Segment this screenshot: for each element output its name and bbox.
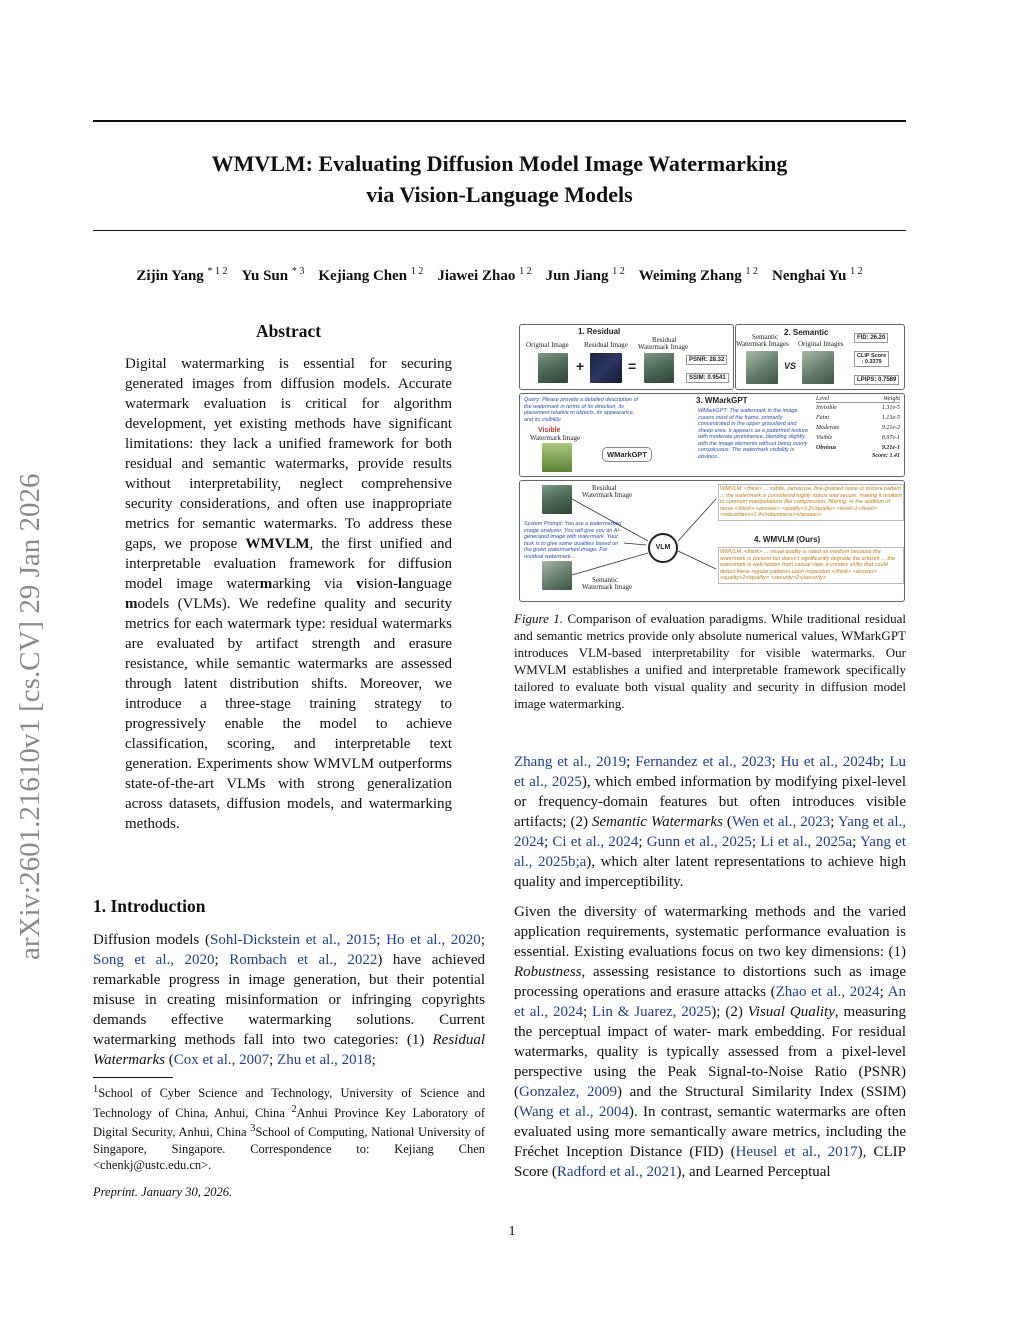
introduction-heading: 1. Introduction [93, 896, 206, 916]
semantic-wm-label-2: Watermark Images [736, 340, 789, 348]
clip-score-label: CLIP Score [857, 353, 887, 359]
vlm-model-icon: VLM [648, 533, 678, 563]
wmvlm-semantic-label-2: Watermark Image [582, 583, 633, 591]
plus-symbol: + [576, 358, 585, 374]
figure-caption: Figure 1. Comparison of evaluation paradigms. While traditional residual and semantic metrics provide only absolute numerical values, WMarkGPT introduces VLM-based interpretability for visible watermarks. Our WMVLM establishes a unified and interpretable framework specifically tailored to evaluate both visual quality and security in diffusion model image watermarking. [514, 611, 906, 711]
citation-link[interactable]: Yang et al., 2025b;a [514, 834, 907, 870]
citation-link[interactable]: Ci et al., 2024 [552, 834, 639, 850]
citation-link[interactable]: Zhang et al., 2019 [514, 754, 627, 770]
abstract-heading: Abstract [255, 321, 322, 341]
paragraph: Zhang et al., 2019; Fernandez et al., 2023; Hu et al., 2024b; Lu et al., 2025), which embed information by modifying pixel-level or frequency-domain features but often introduces visible artifacts; (2) Semantic Watermarks (Wen et al., 2023; Yang et al., 2024; Ci et al., 2024; Gunn et al., 2025; Li et al., 2025a; Yang et al., 2025b;a), which alter latent representations to achieve high quality and imperceptibility. [514, 754, 907, 890]
citation-link[interactable]: Lu et al., 2025 [514, 754, 906, 790]
caption-label: Figure 1. [514, 611, 564, 626]
citation-link[interactable]: Radford et al., 2021 [556, 1164, 677, 1180]
psnr-label: PSNR [689, 357, 706, 363]
citation-link[interactable]: Ho et al., 2020 [386, 932, 481, 948]
citation-link[interactable]: Cox et al., 2007 [173, 1052, 270, 1068]
wmarkgpt-answer: WMarkGPT: The watermark in the image covers most of the frame, primarily concentrated in the upper grassland and sheep area. It appears as a patterned texture with moderate prominence, blending slightly with the image elements without being overly conspicuous. The watermark visibility is obvious. [698, 408, 809, 460]
system-prompt: System Prompt: You are a watermarked image analyzer. You will give you an AI-generated image with watermark. Your task is to give some qualities based on the given watermarked image. For residual watermark... [524, 521, 622, 560]
query-text: Query: Please provide a detailed description of the watermark in terms of its direction, its placement relative to objects, its appearance, and its visibility. [524, 397, 639, 423]
equals-symbol: = [628, 358, 637, 374]
wmarkgpt-score: Score: 1.41 [872, 453, 900, 459]
wmarkgpt-panel [519, 393, 905, 477]
original-images-label: Original Images [798, 340, 844, 348]
citation-link[interactable]: Li et al., 2025a [760, 834, 853, 850]
level-weight-table: Level Weight Invisible 1.31e-5 Faint 1.13e-5 Moderate 9.21e-2 Visible 8.97e-1 Obvious 9.21e-1 Score: 1.41 [816, 396, 900, 459]
paragraph: Given the diversity of watermarking methods and the varied application requirements, systematic performance evaluation is essential. Existing evaluations focus on two key dimensions: (1) Robustness, assessing resistance to distortions such as image processing operations and erasure attacks (Zhao et al., 2024; An et al., 2024; Lin & Juarez, 2025); (2) Visual Quality, measuring the perceptual impact of water- mark embedding. For residual watermarks, quality is typically assessed from a pixel-level perspective using the Peak Signal-to-Noise Ratio (PSNR) (Gonzalez, 2009) and the Structural Similarity Index (SSIM) (Wang et al., 2004). In contrast, semantic watermarks are often evaluated using more semantically aware metrics, including the Fréchet Inception Distance (FID) (Heusel et al., 2017), CLIP Score (Radford et al., 2021), and Learned Perceptual [514, 904, 907, 1180]
citation-link[interactable]: Rombach et al., 2022 [229, 952, 378, 968]
wmvlm-residual-label-1: Residual [592, 484, 617, 492]
author-name: Jiawei Zhao $^{1 2}$ [437, 266, 532, 284]
wmvlm-panel [519, 480, 905, 602]
author-name: Nenghai Yu $^{1 2}$ [771, 266, 863, 284]
title-line-2: via Vision-Language Models [366, 182, 633, 207]
title-line-1: WMVLM: Evaluating Diffusion Model Image Watermarking [211, 151, 788, 176]
visible-label: Visible [538, 427, 561, 434]
title-rule-top [93, 120, 906, 122]
visible-wm-image-label: Watermark Image [530, 434, 581, 442]
citation-link[interactable]: Zhu et al., 2018 [277, 1052, 372, 1068]
residual-image-label: Residual Image [584, 341, 628, 349]
figure-1 [515, 322, 906, 602]
citation-link[interactable]: Wang et al., 2004 [519, 1104, 629, 1120]
right-column-body [514, 752, 906, 1192]
residual-wm-label-1: Residual [652, 336, 677, 344]
citation-link[interactable]: Sohl-Dickstein et al., 2015 [209, 932, 377, 948]
residual-panel [519, 324, 734, 390]
lpips-label: LPIPS [857, 377, 875, 383]
citation-link[interactable]: Song et al., 2020 [93, 952, 215, 968]
original-image-label: Original Image [526, 341, 569, 349]
affiliation-footnote: $^1$School of Cyber Science and Technology, University of Science and Technology of China, Anhui, China $^2$Anhui Province Key Laboratory of Digital Security, Anhui, China $^3$School of Computing, National University of Singapore, Singapore. Correspondence to: Kejiang Chen <chenkj@ustc.edu.cn>. [93, 1084, 485, 1173]
author-name: Weiming Zhang $^{1 2}$ [638, 266, 758, 284]
citation-link[interactable]: Wen et al., 2023 [731, 814, 831, 830]
residual-image [590, 353, 622, 383]
vs-label: VS [784, 361, 797, 371]
wmvlm-residual-output: WMVLM: <think> ... subtle, pervasive, fine-grained noise or texture pattern ... the watermark is considered highly robust and secure, making it resilient to common manipulations like compression, filtering, or the addition of noise </think> <answer> <quality>3.2</quality> <level>1</level> <robustness>1.4</robustness></answer> [718, 484, 904, 521]
lpips-value: : 0.7589 [874, 377, 897, 383]
arxiv-identifier: arXiv:2601.21610v1 [cs.CV] 29 Jan 2026 [14, 473, 46, 960]
author-name: Kejiang Chen $^{1 2}$ [318, 266, 424, 284]
wmvlm-panel-title: 4. WMVLM (Ours) [754, 535, 821, 544]
author-name: Jun Jiang $^{1 2}$ [545, 266, 625, 284]
wmarkgpt-model-box: WMarkGPT [602, 447, 652, 462]
preprint-note: Preprint. January 30, 2026. [93, 1185, 233, 1199]
page-number: 1 [508, 1224, 516, 1239]
wmvlm-residual-label-2: Watermark Image [582, 491, 633, 499]
citation-link[interactable]: Fernandez et al., 2023 [635, 754, 772, 770]
wmvlm-semantic-output: WMVLM: <think> ... visual quality is rated as medium because the watermark is present but doesn't significantly degrade the artwork ... the watermark is well-hidden from casual view, it creates shifts that could detect these regular patterns upon inspection </think> <answer> <quality>2</quality> <security>2</security> [718, 547, 904, 584]
title-rule-bottom [93, 230, 906, 231]
citation-link[interactable]: Gunn et al., 2025 [646, 834, 752, 850]
citation-link[interactable]: Lin & Juarez, 2025 [592, 1004, 712, 1020]
footnote-rule [93, 1077, 173, 1078]
semantic-panel [735, 324, 905, 390]
residual-panel-title: 1. Residual [578, 327, 621, 336]
semantic-watermark-images [746, 351, 778, 384]
wmvlm-semantic-label-1: Semantic [592, 576, 619, 584]
citation-link[interactable]: Heusel et al., 2017 [735, 1144, 858, 1160]
ssim-label: SSIM [689, 375, 704, 381]
citation-link[interactable]: An et al., 2024 [514, 984, 906, 1020]
introduction-body: Diffusion models (Sohl-Dickstein et al., 2015; Ho et al., 2020; Song et al., 2020; Rombach et al., 2022) have achieved remarkable progress in image generation, but their potential misuse in creating misinformation or infringing copyrights demands effective watermarking solutions. Current watermarking methods fall into two categories: (1) Residual Watermarks (Cox et al., 2007; Zhu et al., 2018; [93, 932, 486, 1068]
clip-score-value: : 0.3379 [861, 359, 882, 365]
visible-watermark-image [542, 443, 572, 472]
residual-wm-label-2: Watermark Image [638, 343, 689, 351]
citation-link[interactable]: Yang et al., 2024 [514, 814, 907, 850]
author-name: Yu Sun $^{* 3}$ [241, 266, 305, 284]
abstract-body: Digital watermarking is essential for securing generated images from diffusion models. Accurate watermark evaluation is critical for algorithm development, yet existing methods have significant limitations: they lack a unified framework for both residual and semantic watermarks, provide results without interpretability, neglect comprehensive security considerations, and often use inappropriate metrics for semantic watermarks. To address these gaps, we propose WMVLM, the first unified and interpretable evaluation framework for diffusion model image watermarking via vision-language models (VLMs). We redefine quality and security metrics for each watermark type: residual watermarks are evaluated by artifact strength and erasure resistance, while semantic watermarks are assessed through latent distribution shifts. Moreover, we introduce a three-stage training strategy to progressively enable the model to achieve classification, scoring, and interpretable text generation. Experiments show WMVLM outperforms state-of-the-art VLMs with strong generalization across datasets, diffusion models, and watermarking methods. [125, 356, 452, 832]
fid-value: : 26.20 [866, 335, 886, 341]
paper-title [93, 148, 906, 210]
original-image [538, 353, 568, 383]
ssim-value: : 0.9541 [703, 375, 726, 381]
semantic-panel-title: 2. Semantic [784, 328, 829, 337]
flow-arrows [520, 481, 904, 601]
residual-watermark-image [644, 353, 674, 383]
original-images [802, 351, 834, 384]
author-name: Zijin Yang $^{* 1 2}$ [136, 266, 228, 284]
citation-link[interactable]: Gonzalez, 2009 [519, 1084, 617, 1100]
citation-link[interactable]: Hu et al., 2024b [780, 754, 881, 770]
author-list [93, 266, 906, 285]
semantic-wm-label-1: Semantic [752, 333, 779, 341]
fid-label: FID [857, 335, 867, 341]
psnr-value: : 28.32 [705, 357, 725, 363]
citation-link[interactable]: Zhao et al., 2024 [775, 984, 880, 1000]
wmarkgpt-panel-title: 3. WMarkGPT [696, 396, 748, 405]
